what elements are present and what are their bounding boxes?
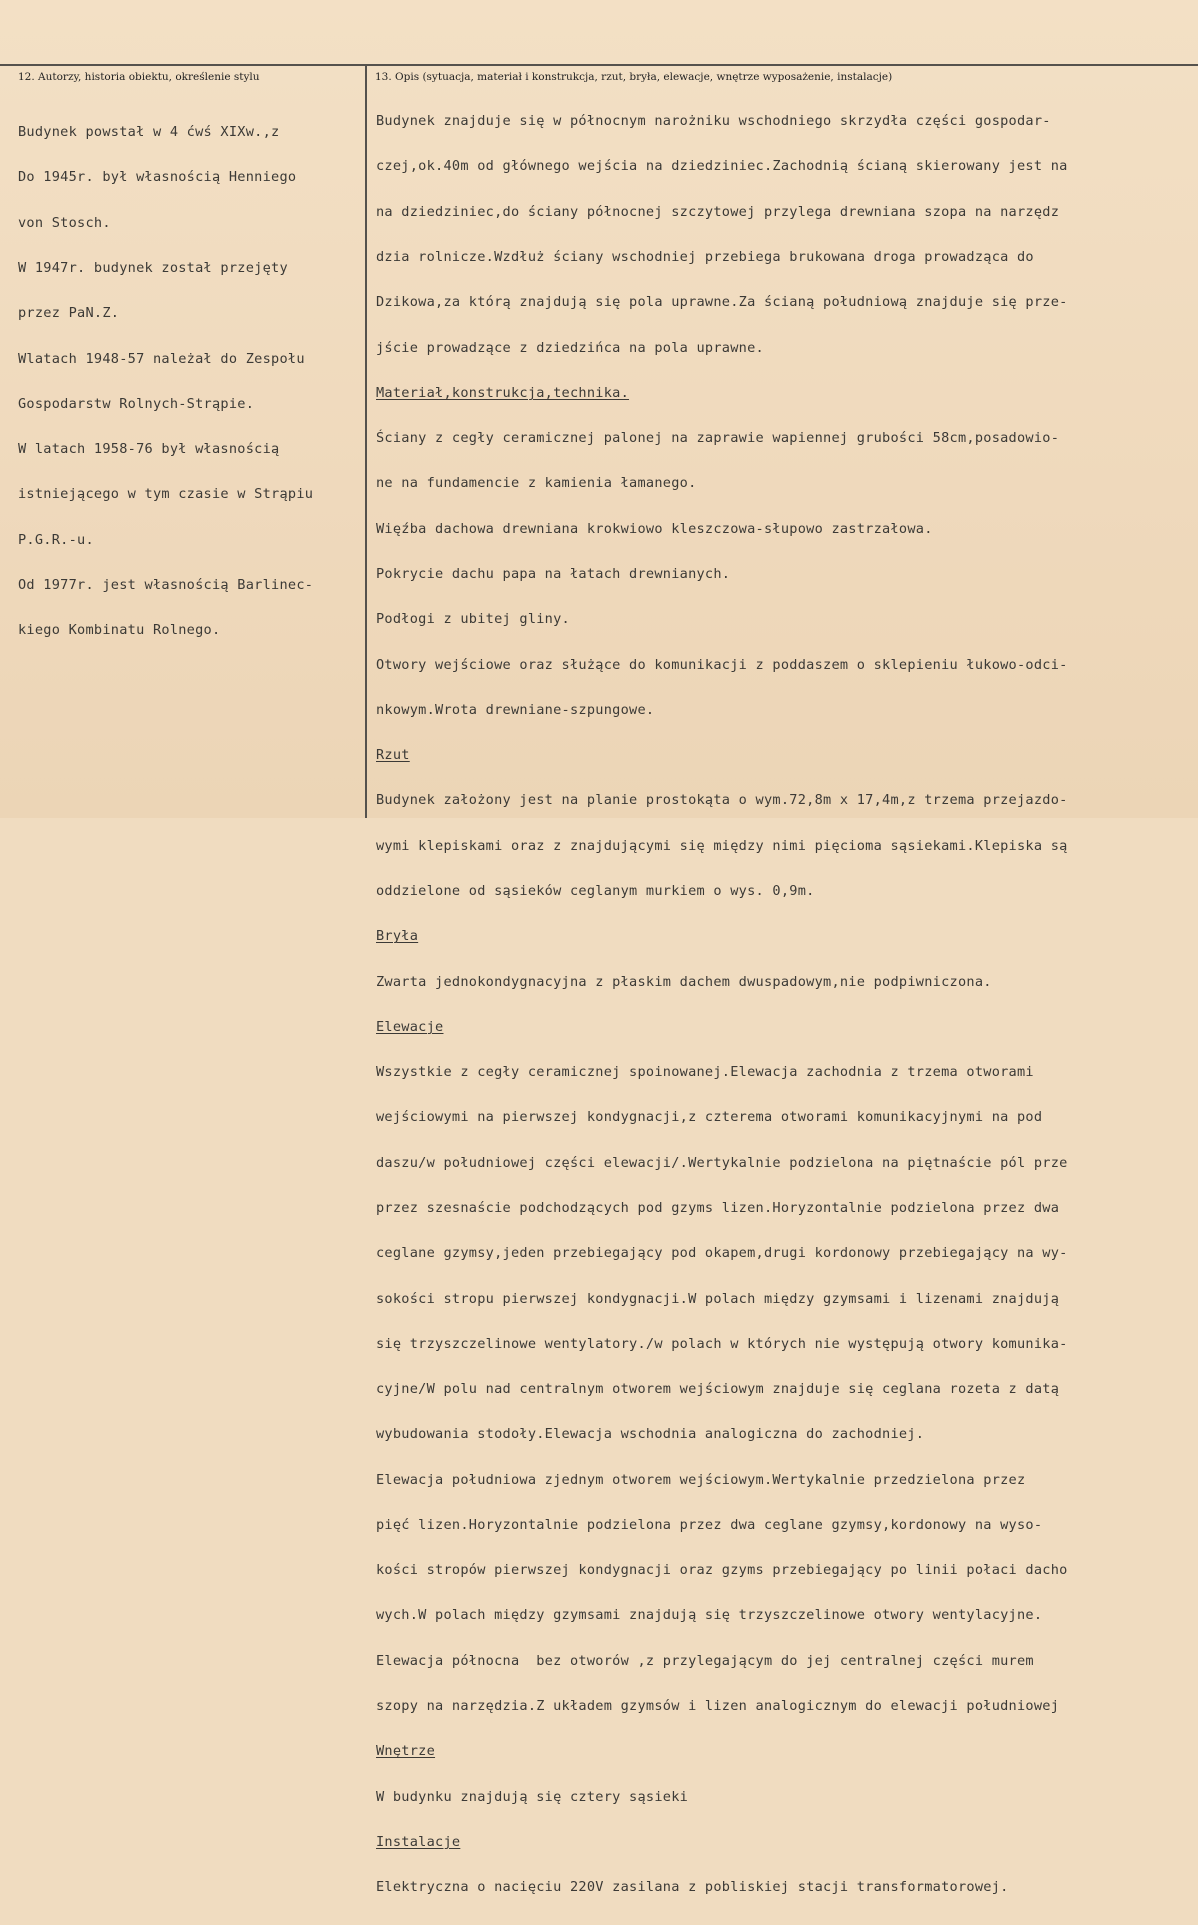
history-line: Od 1977r. jest własnością Barlinec- [18,577,314,593]
description-line: Podłogi z ubitej gliny. [376,611,570,628]
heading-plan: Rzut [376,747,410,764]
description-line: sokości stropu pierwszej kondygnacji.W polach między gzymsami i lizenami znajdują [376,1290,1060,1307]
description-text [376,84,1068,1925]
history-line: Wlatach 1948-57 należał do Zespołu [18,350,305,367]
description-line: Więźba dachowa drewniana krokwiowo kleszczowa-słupowo zastrzałowa. [376,520,933,537]
description-line: wybudowania stodoły.Elewacja wschodnia analogiczna do zachodniej. [376,1426,925,1443]
history-text [18,95,313,669]
header-divider [0,64,1198,66]
description-line: ceglane gzymsy,jeden przebiegający pod okapem,drugi kordonowy przebiegający na wy- [376,1245,1068,1262]
history-line: kiego Kombinatu Rolnego. [18,622,221,639]
description-line: nkowym.Wrota drewniane-szpungowe. [376,701,655,718]
history-line: Gospodarstw Rolnych-Strąpie. [18,395,255,412]
description-line: dzia rolnicze.Wzdłuż ściany wschodniej przebiega brukowana droga prowadząca do [376,249,1034,266]
history-line: P.G.R.-u. [18,531,94,548]
column-divider [365,64,367,818]
description-line: czej,ok.40m od głównego wejścia na dziedziniec.Zachodnią ścianą skierowany jest na [376,158,1068,175]
section-12-label: 12. Autorzy, historia obiektu, określenie stylu [18,71,260,83]
description-line: wejściowymi na pierwszej kondygnacji,z czterema otworami komunikacyjnymi na pod [376,1109,1043,1126]
description-line: Elektryczna o nacięciu 220V zasilana z pobliskiej stacji transformatorowej. [376,1879,1009,1896]
description-line: wych.W polach między gzymsami znajdują się trzyszczelinowe otwory wentylacyjne. [376,1607,1043,1624]
description-line: wymi klepiskami oraz z znajdującymi się między nimi pięcioma sąsiekami.Klepiska są [376,837,1068,854]
description-line: Elewacja północna bez otworów ,z przylegającym do jej centralnej części murem [376,1652,1034,1669]
heading-interior: Wnętrze [376,1743,436,1760]
description-line: Budynek znajduje się w północnym narożniku wschodniego skrzydła części gospodar- [376,113,1051,130]
description-line: oddzielone od sąsieków ceglanym murkiem o wys. 0,9m. [376,882,815,899]
history-line: istniejącego w tym czasie w Strąpiu [18,486,314,503]
description-line: Zwarta jednokondygnacyjna z płaskim dachem dwuspadowym,nie podpiwniczona. [376,973,992,990]
heading-elevations: Elewacje [376,1018,444,1035]
history-line: Budynek powstał w 4 ćwś XIXw.,z [18,124,280,141]
description-line: ne na fundamencie z kamienia łamanego. [376,475,697,492]
heading-installations: Instalacje [376,1833,461,1850]
description-line: Dzikowa,za którą znajdują się pola uprawne.Za ścianą południową znajduje się prze- [376,294,1068,311]
description-line: na dziedziniec,do ściany północnej szczytowej przylega drewniana szopa na narzędz [376,203,1060,220]
description-line: kości stropów pierwszej kondygnacji oraz gzyms przebiegający po linii połaci dacho [376,1562,1068,1579]
description-line: przez szesnaście podchodzących pod gzyms lizen.Horyzontalnie podzielona przez dwa [376,1199,1060,1216]
heading-form: Bryła [376,928,419,945]
description-line: szopy na narzędzia.Z układem gzymsów i lizen analogicznym do elewacji południowej [376,1698,1060,1715]
description-line: jście prowadzące z dziedzińca na pola uprawne. [376,339,764,356]
description-line: Ściany z cegły ceramicznej palonej na zaprawie wapiennej grubości 58cm,posadowio- [376,430,1060,447]
heading-material: Materiał,konstrukcja,technika. [376,384,630,401]
description-line: Budynek założony jest na planie prostokąta o wym.72,8m x 17,4m,z trzema przejazdo- [376,792,1068,809]
history-line: przez PaN.Z. [18,305,120,322]
description-line: Elewacja południowa zjednym otworem wejściowym.Wertykalnie przedzielona przez [376,1471,1026,1488]
description-line: pięć lizen.Horyzontalnie podzielona przez dwa ceglane gzymsy,kordonowy na wyso- [376,1516,1043,1533]
description-line: Wszystkie z cegły ceramicznej spoinowanej.Elewacja zachodnia z trzema otworami [376,1064,1034,1081]
description-line: daszu/w południowej części elewacji/.Wertykalnie podzielona na piętnaście pól prze [376,1154,1068,1171]
description-line: W budynku znajdują się cztery sąsieki [376,1788,689,1805]
history-line: W latach 1958-76 był własnością [18,441,280,458]
history-line: W 1947r. budynek został przejęty [18,260,288,277]
history-line: Do 1945r. był własnością Henniego [18,169,297,186]
description-line: Otwory wejściowe oraz służące do komunikacji z poddaszem o sklepieniu łukowo-odci- [376,656,1068,673]
section-13-label: 13. Opis (sytuacja, materiał i konstrukcja, rzut, bryła, elewacje, wnętrze wyposażenie, instalacje) [375,71,893,83]
description-line: cyjne/W polu nad centralnym otworem wejściowym znajduje się ceglana rozeta z datą [376,1381,1060,1398]
description-line: Pokrycie dachu papa na łatach drewnianych. [376,566,731,582]
description-line: się trzyszczelinowe wentylatory./w polach w których nie występują otwory komunika- [376,1335,1068,1352]
history-line: von Stosch. [18,214,111,231]
